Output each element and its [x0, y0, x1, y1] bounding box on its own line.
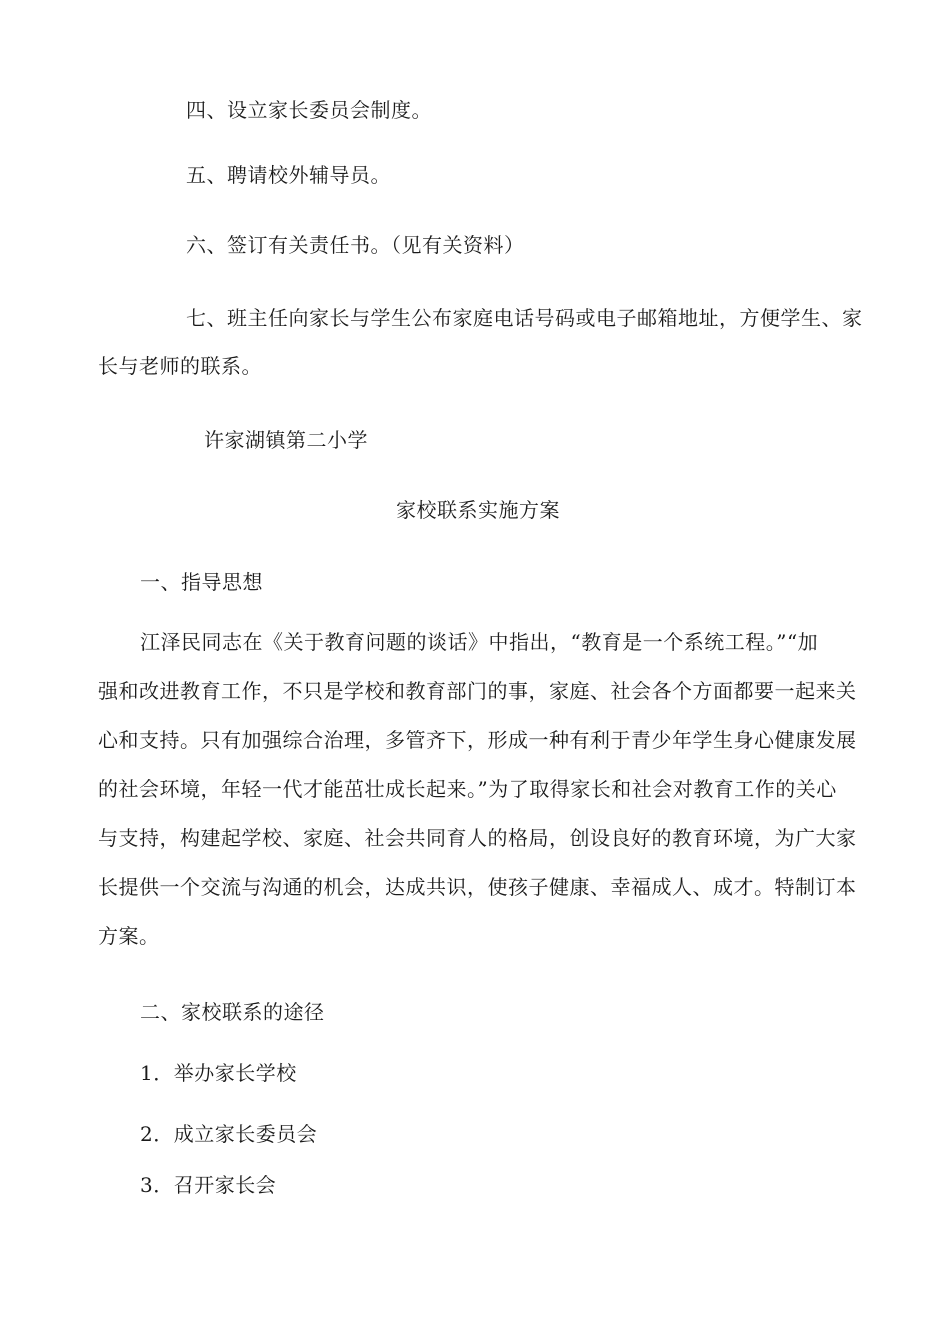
- paragraph-line-5: 与支持，构建起学校、家庭、社会共同育人的格局，创设良好的教育环境，为广大家: [98, 826, 857, 850]
- paragraph-line-1: 江泽民同志在《关于教育问题的谈话》中指出，“教育是一个系统工程。”“加: [140, 630, 819, 654]
- section-heading-guiding-ideology: 一、指导思想: [140, 570, 263, 594]
- list-item-parent-committee: 2．成立家长委员会: [140, 1122, 318, 1146]
- document-title: 家校联系实施方案: [396, 498, 560, 522]
- paragraph-line-6: 长提供一个交流与沟通的机会，达成共识，使孩子健康、幸福成人、成才。特制订本: [98, 875, 857, 899]
- item-seven-line-1: 七、班主任向家长与学生公布家庭电话号码或电子邮箱地址，方便学生、家: [186, 306, 863, 330]
- paragraph-line-4: 的社会环境，年轻一代才能茁壮成长起来。”为了取得家长和社会对教育工作的关心: [98, 777, 837, 801]
- item-seven-line-2: 长与老师的联系。: [98, 354, 262, 378]
- list-item-parent-meeting: 3．召开家长会: [140, 1173, 277, 1197]
- section-heading-contact-methods: 二、家校联系的途径: [140, 1000, 325, 1024]
- item-five: 五、聘请校外辅导员。: [186, 163, 391, 187]
- paragraph-line-3: 心和支持。只有加强综合治理，多管齐下，形成一种有利于青少年学生身心健康发展: [98, 728, 857, 752]
- paragraph-line-2: 强和改进教育工作，不只是学校和教育部门的事，家庭、社会各个方面都要一起来关: [98, 679, 857, 703]
- list-item-parent-school: 1．举办家长学校: [140, 1061, 297, 1085]
- item-six: 六、签订有关责任书。（见有关资料）: [186, 233, 525, 257]
- item-four: 四、设立家长委员会制度。: [186, 98, 432, 122]
- school-name: 许家湖镇第二小学: [204, 428, 368, 452]
- paragraph-line-7: 方案。: [98, 924, 160, 948]
